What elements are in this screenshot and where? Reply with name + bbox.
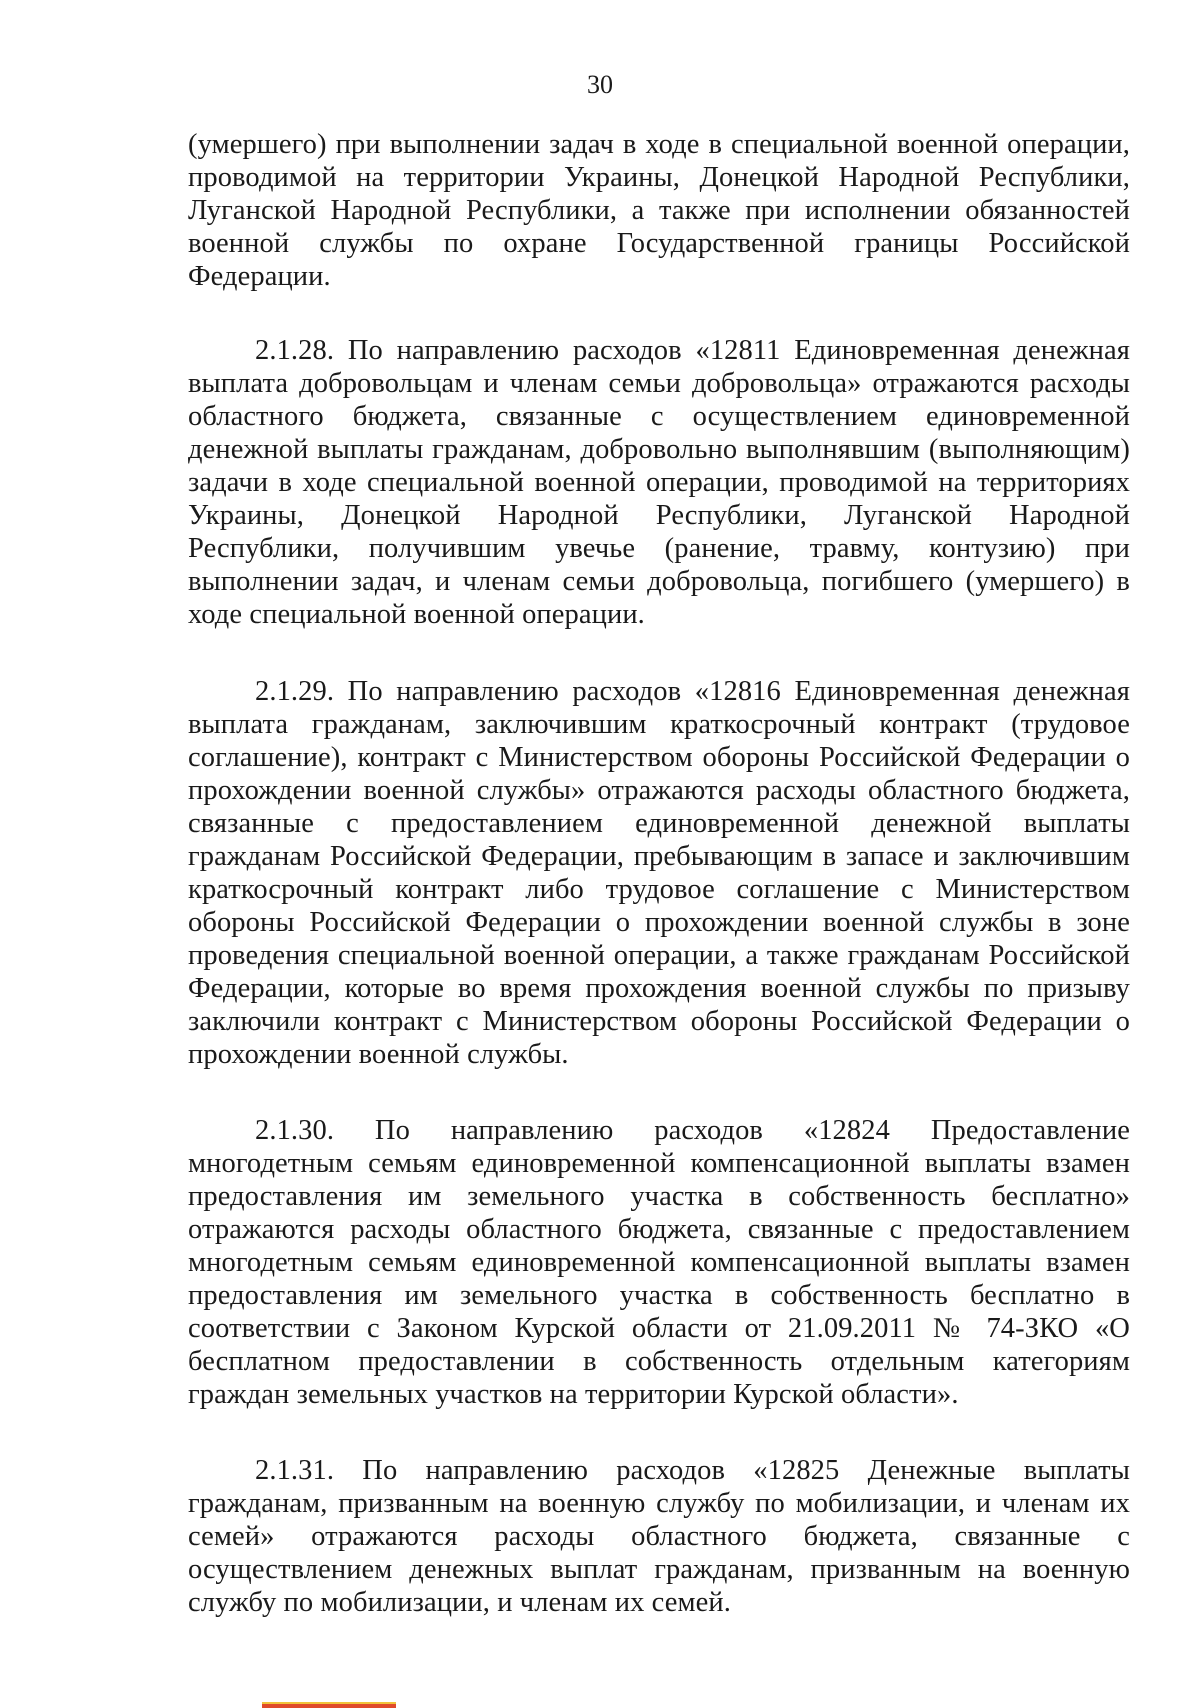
document-body (188, 128, 1130, 1619)
paragraph-2-1-30: 2.1.30. По направлению расходов «12824 Предоставление многодетным семьям единовременной компенсационной выплаты взамен предоставления им земельного участка в собственность бесплатно» отражаются расходы областного бюджета, связанные с предоставлением многодетным семьям единовременной компенсационной выплаты взамен предоставления им земельного участка в собственность бесплатно в соответствии с Законом Курской области от 21.09.2011 № 74-ЗКО «О бесплатном предоставлении в собственность отдельным категориям граждан земельных участков на территории Курской области». (188, 1115, 1130, 1410)
page-number: 30 (587, 70, 613, 99)
paragraph-2-1-29: 2.1.29. По направлению расходов «12816 Единовременная денежная выплата гражданам, заключившим краткосрочный контракт (трудовое соглашение), контракт с Министерством обороны Российской Федерации о прохождении военной службы» отражаются расходы областного бюджета, связанные с предоставлением единовременной денежной выплаты гражданам Российской Федерации, пребывающим в запасе и заключившим краткосрочный контракт либо трудовое соглашение с Министерством обороны Российской Федерации о прохождении военной службы в зоне проведения специальной военной операции, а также гражданам Российской Федерации, которые во время прохождения военной службы по призыву заключили контракт с Министерством обороны Российской Федерации о прохождении военной службы. (188, 676, 1130, 1070)
scan-edge-mark (262, 1702, 396, 1708)
paragraph-continuation: (умершего) при выполнении задач в ходе в специальной военной операции, проводимой на территории Украины, Донецкой Народной Республики, Луганской Народной Республики, а также при исполнении обязанностей военной службы по охране Государственной границы Российской Федерации. (188, 129, 1130, 292)
paragraph-2-1-31: 2.1.31. По направлению расходов «12825 Денежные выплаты гражданам, призванным на военную службу по мобилизации, и членам их семей» отражаются расходы областного бюджета, связанные с осуществлением денежных выплат гражданам, призванным на военную службу по мобилизации, и членам их семей. (188, 1455, 1130, 1618)
paragraph-2-1-28: 2.1.28. По направлению расходов «12811 Единовременная денежная выплата добровольцам и членам семьи добровольца» отражаются расходы областного бюджета, связанные с осуществлением единовременной денежной выплаты гражданам, добровольно выполнявшим (выполняющим) задачи в ходе специальной военной операции, проводимой на территориях Украины, Донецкой Народной Республики, Луганской Народной Республики, получившим увечье (ранение, травму, контузию) при выполнении задач, и членам семьи добровольца, погибшего (умершего) в ходе специальной военной операции. (188, 335, 1130, 630)
